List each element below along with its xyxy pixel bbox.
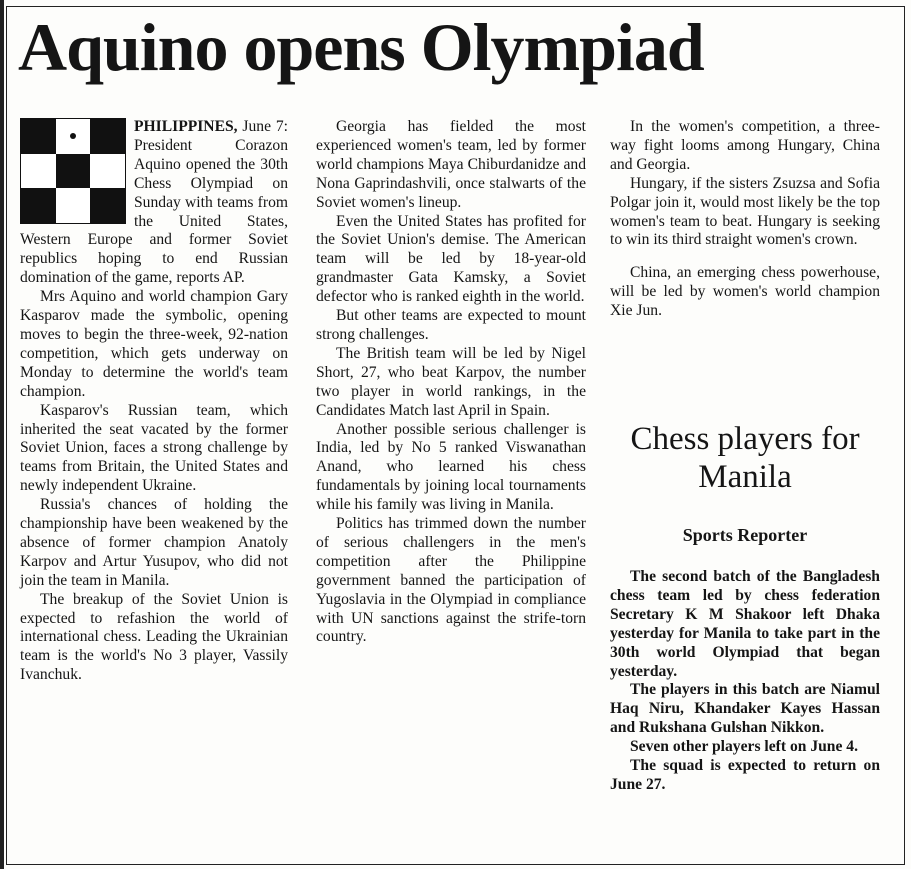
paragraph: Kasparov's Russian team, which inherited the seat vacated by the former Soviet Union, faces a strong challenge by teams from Britain, the United States and newly independent Ukraine.: [20, 401, 288, 495]
paragraph: Even the United States has profited for the Soviet Union's demise. The American team will be led by 18-year-old grandmaster Gata Kamsky, a Soviet defector who is ranked eighth in the world.: [316, 212, 586, 306]
paragraph: Seven other players left on June 4.: [630, 738, 858, 756]
byline: Sports Reporter: [682, 525, 808, 545]
paragraph: The British team will be led by Nigel Short, 27, who beat Karpov, the number two player in world rankings, in the Candidates Match last April in Spain.: [316, 344, 586, 419]
paragraph: China, an emerging chess powerhouse, will be led by women's world champion Xie Jun.: [610, 264, 880, 320]
paragraph: The squad is expected to return on June 27.: [610, 757, 880, 793]
paragraph: But other teams are expected to mount strong challenges.: [316, 307, 586, 343]
left-rule: [0, 0, 4, 869]
lead-text: June 7: President Corazon Aquino opened the 30th Chess Olympiad on Sunday with teams from the United States, Western Europe and former Soviet republics hoping to end Russian domination of the game, reports AP.: [20, 118, 288, 287]
paragraph: The breakup of the Soviet Union is expected to refashion the world of international chess. Leading the Ukrainian team is the world's No 3 player, Vassily Ivanchuk.: [20, 590, 288, 684]
paragraph: The players in this batch are Niamul Haq Niru, Khandaker Kayes Hassan and Rukshana Gulshan Nikkon.: [610, 681, 880, 737]
sidebar-article: [610, 568, 880, 795]
paragraph: Georgia has fielded the most experienced women's team, led by former world champions Maya Chiburdanidze and Nona Gaprindashvili, once stalwarts of the Soviet women's lineup.: [316, 118, 586, 211]
chess-board-icon: [20, 118, 126, 224]
paragraph: Hungary, if the sisters Zsuzsa and Sofia Polgar join it, would most likely be the top women's team to beat. Hungary is seeking to win its third straight women's crown.: [610, 174, 880, 249]
paragraph: The second batch of the Bangladesh chess team led by chess federation Secretary K M Shakoor left Dhaka yesterday for Manila to take part in the 30th world Olympiad that began yesterday.: [610, 568, 880, 680]
paragraph: Another possible serious challenger is India, led by No 5 ranked Viswanathan Anand, who learned his chess fundamentals by joining local tournaments while his family was living in Manila.: [316, 420, 586, 514]
column-1: [20, 118, 288, 685]
sidebar-headline: Chess players for Manila: [630, 421, 860, 495]
paragraph: In the women's competition, a three-way fight looms among Hungary, China and Georgia.: [610, 118, 880, 173]
column-2: [316, 118, 586, 647]
paragraph: Politics has trimmed down the number of serious challengers in the men's competition after the Philippine government banned the participation of Yugoslavia in the Olympiad in compliance with UN sanctions against the strife-torn country.: [316, 515, 586, 646]
dateline: PHILIPPINES,: [134, 118, 238, 135]
headline: Aquino opens Olympiad: [18, 9, 704, 85]
paragraph: Russia's chances of holding the championship have been weakened by the absence of former champion Anatoly Karpov and Artur Yusupov, who did not join the team in Manila.: [20, 496, 288, 589]
paragraph: Mrs Aquino and world champion Gary Kasparov made the symbolic, opening moves to begin the three-week, 92-nation competition, which gets underway on Monday to determine the world's team champion.: [20, 288, 288, 400]
column-3: [610, 118, 880, 321]
